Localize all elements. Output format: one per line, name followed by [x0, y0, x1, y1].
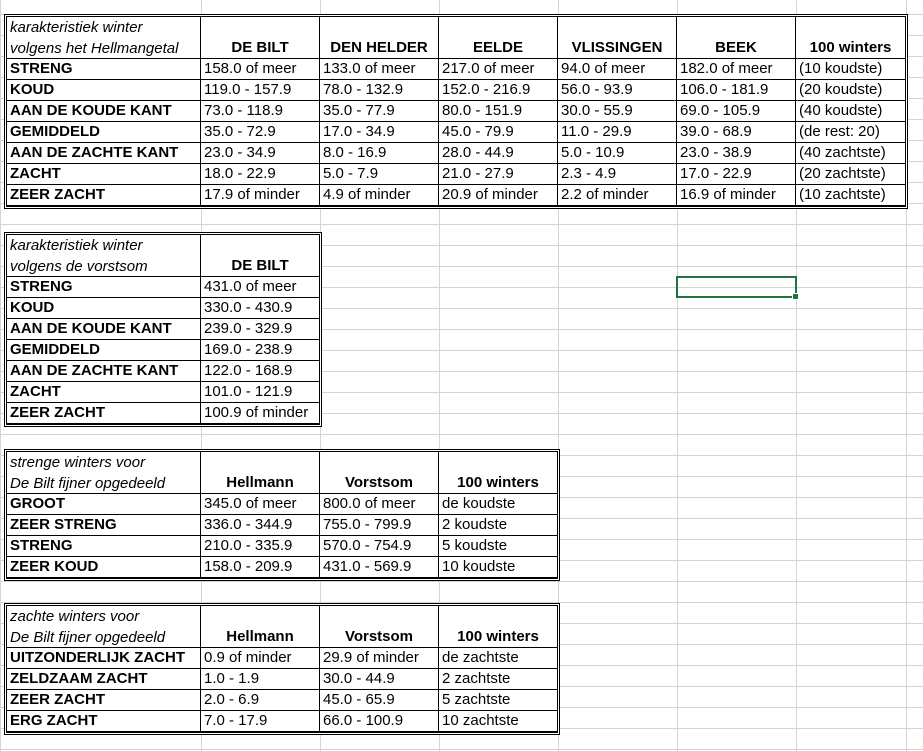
- value-cell[interactable]: 5 zachtste: [439, 690, 558, 711]
- gridline-horizontal: [0, 581, 923, 582]
- row-label[interactable]: STRENG: [7, 536, 201, 557]
- value-cell[interactable]: 5.0 - 10.9: [558, 143, 677, 164]
- value-cell[interactable]: 30.0 - 44.9: [320, 669, 439, 690]
- header-label-cell[interactable]: [7, 452, 201, 494]
- value-cell[interactable]: 11.0 - 29.9: [558, 122, 677, 143]
- value-cell[interactable]: 119.0 - 157.9: [201, 80, 320, 101]
- value-cell[interactable]: (de rest: 20): [796, 122, 906, 143]
- value-cell[interactable]: 2 zachtste: [439, 669, 558, 690]
- row-label[interactable]: ZELDZAAM ZACHT: [7, 669, 201, 690]
- gridline-horizontal: [0, 749, 923, 750]
- value-cell[interactable]: 73.0 - 118.9: [201, 101, 320, 122]
- value-cell[interactable]: de zachtste: [439, 648, 558, 669]
- value-cell[interactable]: 158.0 - 209.9: [201, 557, 320, 578]
- value-cell[interactable]: 66.0 - 100.9: [320, 711, 439, 732]
- header-label-line1: karakteristiek winter: [10, 237, 143, 254]
- column-header[interactable]: 100 winters: [439, 452, 558, 494]
- value-cell[interactable]: 182.0 of meer: [677, 59, 796, 80]
- row-label[interactable]: STRENG: [7, 277, 201, 298]
- table-hellmann: [4, 14, 908, 209]
- row-label[interactable]: KOUD: [7, 298, 201, 319]
- column-header[interactable]: VLISSINGEN: [558, 17, 677, 59]
- value-cell[interactable]: 45.0 - 79.9: [439, 122, 558, 143]
- table-zachte-winters: [4, 603, 560, 735]
- value-cell[interactable]: 35.0 - 77.9: [320, 101, 439, 122]
- header-label-line1: karakteristiek winter: [10, 19, 143, 36]
- selected-cell[interactable]: [676, 276, 797, 298]
- value-cell[interactable]: 133.0 of meer: [320, 59, 439, 80]
- row-label[interactable]: ZEER KOUD: [7, 557, 201, 578]
- row-label[interactable]: ZEER ZACHT: [7, 690, 201, 711]
- value-cell[interactable]: 35.0 - 72.9: [201, 122, 320, 143]
- value-cell[interactable]: 0.9 of minder: [201, 648, 320, 669]
- column-header[interactable]: DE BILT: [201, 235, 320, 277]
- value-cell[interactable]: 570.0 - 754.9: [320, 536, 439, 557]
- value-cell[interactable]: 5.0 - 7.9: [320, 164, 439, 185]
- value-cell[interactable]: 78.0 - 132.9: [320, 80, 439, 101]
- column-header[interactable]: Vorstsom: [320, 606, 439, 648]
- value-cell[interactable]: 8.0 - 16.9: [320, 143, 439, 164]
- value-cell[interactable]: 755.0 - 799.9: [320, 515, 439, 536]
- value-cell[interactable]: 2.3 - 4.9: [558, 164, 677, 185]
- value-cell[interactable]: 5 koudste: [439, 536, 558, 557]
- gridline-horizontal: [0, 434, 923, 435]
- value-cell[interactable]: (20 koudste): [796, 80, 906, 101]
- value-cell[interactable]: 21.0 - 27.9: [439, 164, 558, 185]
- value-cell[interactable]: (10 zachtste): [796, 185, 906, 206]
- value-cell[interactable]: 10 zachtste: [439, 711, 558, 732]
- header-label-line2: volgens het Hellmangetal: [10, 40, 179, 57]
- value-cell[interactable]: 431.0 of meer: [201, 277, 320, 298]
- row-label[interactable]: KOUD: [7, 80, 201, 101]
- header-label-line1: zachte winters voor: [10, 608, 140, 625]
- value-cell[interactable]: 39.0 - 68.9: [677, 122, 796, 143]
- row-label[interactable]: AAN DE ZACHTE KANT: [7, 361, 201, 382]
- header-label-cell[interactable]: [7, 606, 201, 648]
- value-cell[interactable]: 17.9 of minder: [201, 185, 320, 206]
- value-cell[interactable]: 330.0 - 430.9: [201, 298, 320, 319]
- value-cell[interactable]: 56.0 - 93.9: [558, 80, 677, 101]
- value-cell[interactable]: (20 zachtste): [796, 164, 906, 185]
- row-label[interactable]: GEMIDDELD: [7, 122, 201, 143]
- row-label[interactable]: STRENG: [7, 59, 201, 80]
- value-cell[interactable]: 29.9 of minder: [320, 648, 439, 669]
- value-cell[interactable]: (40 koudste): [796, 101, 906, 122]
- value-cell[interactable]: 94.0 of meer: [558, 59, 677, 80]
- value-cell[interactable]: 100.9 of minder: [201, 403, 320, 424]
- row-label[interactable]: ZACHT: [7, 382, 201, 403]
- column-header[interactable]: 100 winters: [439, 606, 558, 648]
- column-header[interactable]: BEEK: [677, 17, 796, 59]
- value-cell[interactable]: 169.0 - 238.9: [201, 340, 320, 361]
- value-cell[interactable]: 210.0 - 335.9: [201, 536, 320, 557]
- value-cell[interactable]: 23.0 - 38.9: [677, 143, 796, 164]
- value-cell[interactable]: 16.9 of minder: [677, 185, 796, 206]
- row-label[interactable]: ZEER STRENG: [7, 515, 201, 536]
- value-cell[interactable]: 2 koudste: [439, 515, 558, 536]
- value-cell[interactable]: de koudste: [439, 494, 558, 515]
- value-cell[interactable]: 152.0 - 216.9: [439, 80, 558, 101]
- row-label[interactable]: UITZONDERLIJK ZACHT: [7, 648, 201, 669]
- column-header[interactable]: Hellmann: [201, 452, 320, 494]
- row-label[interactable]: AAN DE ZACHTE KANT: [7, 143, 201, 164]
- value-cell[interactable]: 30.0 - 55.9: [558, 101, 677, 122]
- row-label[interactable]: GROOT: [7, 494, 201, 515]
- value-cell[interactable]: 18.0 - 22.9: [201, 164, 320, 185]
- column-header[interactable]: Vorstsom: [320, 452, 439, 494]
- value-cell[interactable]: 80.0 - 151.9: [439, 101, 558, 122]
- gridline-vertical: [0, 0, 1, 751]
- value-cell[interactable]: (40 zachtste): [796, 143, 906, 164]
- value-cell[interactable]: 106.0 - 181.9: [677, 80, 796, 101]
- value-cell[interactable]: (10 koudste): [796, 59, 906, 80]
- value-cell[interactable]: 17.0 - 22.9: [677, 164, 796, 185]
- row-label[interactable]: AAN DE KOUDE KANT: [7, 101, 201, 122]
- row-label[interactable]: ZEER ZACHT: [7, 185, 201, 206]
- row-label[interactable]: AAN DE KOUDE KANT: [7, 319, 201, 340]
- row-label[interactable]: ERG ZACHT: [7, 711, 201, 732]
- column-header[interactable]: Hellmann: [201, 606, 320, 648]
- column-header[interactable]: EELDE: [439, 17, 558, 59]
- header-label-line2: De Bilt fijner opgedeeld: [10, 475, 166, 492]
- value-cell[interactable]: 101.0 - 121.9: [201, 382, 320, 403]
- value-cell[interactable]: 45.0 - 65.9: [320, 690, 439, 711]
- gridline-horizontal: [0, 224, 923, 225]
- value-cell[interactable]: 23.0 - 34.9: [201, 143, 320, 164]
- value-cell[interactable]: 217.0 of meer: [439, 59, 558, 80]
- header-label-cell[interactable]: [7, 235, 201, 277]
- value-cell[interactable]: 10 koudste: [439, 557, 558, 578]
- value-cell[interactable]: 158.0 of meer: [201, 59, 320, 80]
- value-cell[interactable]: 4.9 of minder: [320, 185, 439, 206]
- table-strenge-winters: [4, 449, 560, 581]
- value-cell[interactable]: 7.0 - 17.9: [201, 711, 320, 732]
- header-label-line2: De Bilt fijner opgedeeld: [10, 629, 166, 646]
- row-label[interactable]: ZEER ZACHT: [7, 403, 201, 424]
- column-header[interactable]: DEN HELDER: [320, 17, 439, 59]
- column-header[interactable]: 100 winters: [796, 17, 906, 59]
- value-cell[interactable]: 1.0 - 1.9: [201, 669, 320, 690]
- value-cell[interactable]: 336.0 - 344.9: [201, 515, 320, 536]
- row-label[interactable]: ZACHT: [7, 164, 201, 185]
- table-vorstsom: [4, 232, 322, 427]
- column-header[interactable]: DE BILT: [201, 17, 320, 59]
- value-cell[interactable]: 28.0 - 44.9: [439, 143, 558, 164]
- header-label-cell[interactable]: [7, 17, 201, 59]
- header-label-line1: strenge winters voor: [10, 454, 146, 471]
- row-label[interactable]: GEMIDDELD: [7, 340, 201, 361]
- value-cell[interactable]: 2.0 - 6.9: [201, 690, 320, 711]
- value-cell[interactable]: 431.0 - 569.9: [320, 557, 439, 578]
- value-cell[interactable]: 69.0 - 105.9: [677, 101, 796, 122]
- fill-handle[interactable]: [792, 293, 799, 300]
- value-cell[interactable]: 239.0 - 329.9: [201, 319, 320, 340]
- value-cell[interactable]: 800.0 of meer: [320, 494, 439, 515]
- value-cell[interactable]: 20.9 of minder: [439, 185, 558, 206]
- value-cell[interactable]: 17.0 - 34.9: [320, 122, 439, 143]
- value-cell[interactable]: 345.0 of meer: [201, 494, 320, 515]
- value-cell[interactable]: 2.2 of minder: [558, 185, 677, 206]
- header-label-line2: volgens de vorstsom: [10, 258, 148, 275]
- value-cell[interactable]: 122.0 - 168.9: [201, 361, 320, 382]
